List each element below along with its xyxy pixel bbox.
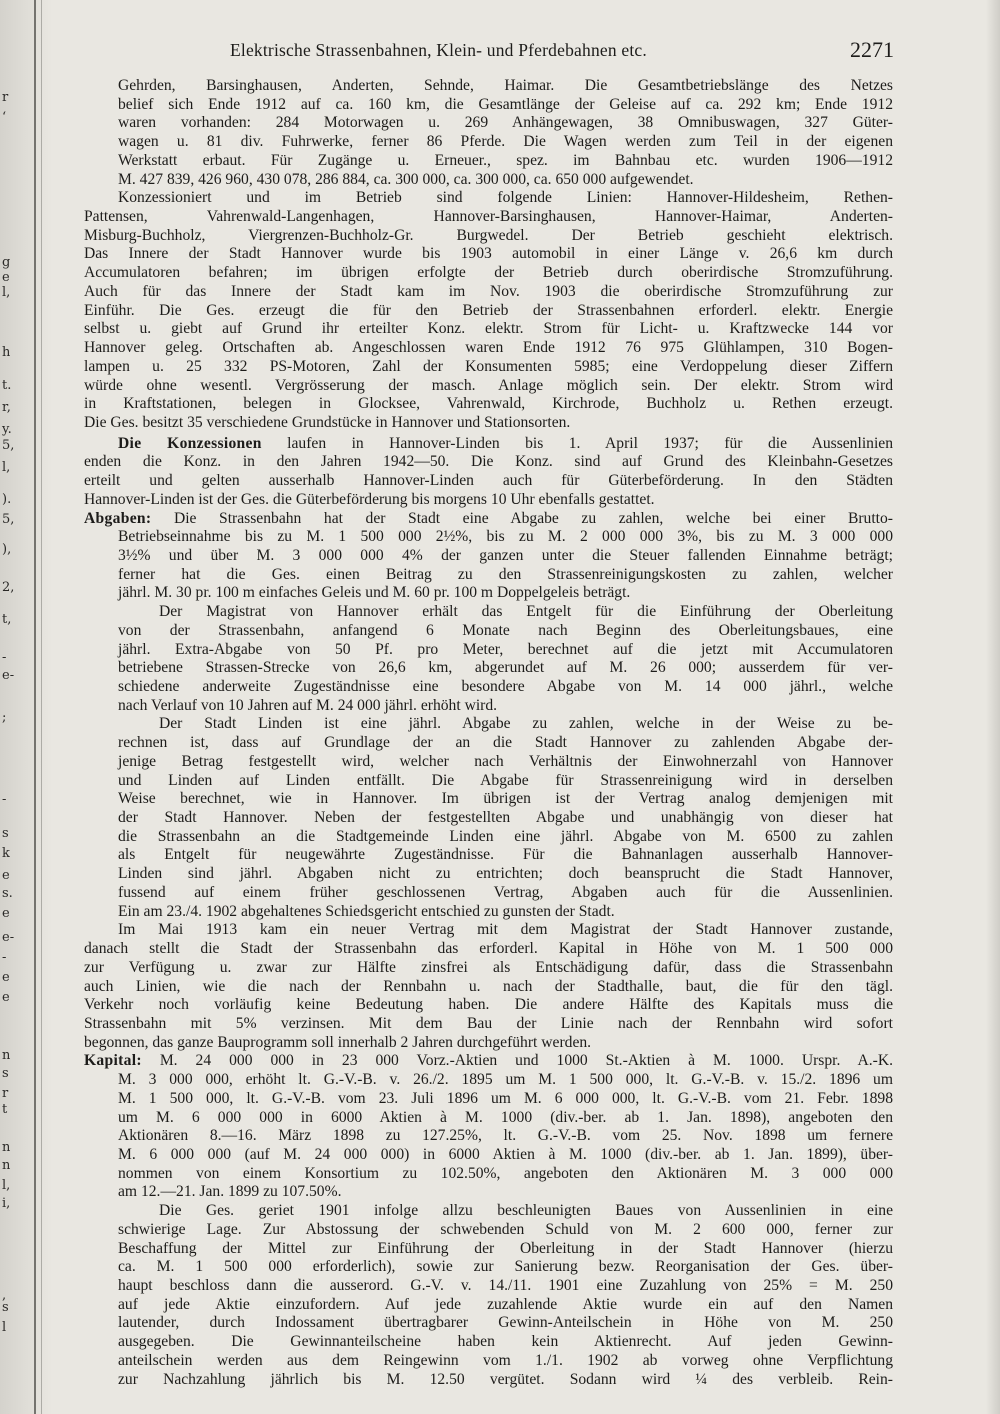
right-page-edge — [986, 0, 1000, 1414]
text-line: auch Linien, wie die nach der Rennbahn u. nach der Stadthalle, baut, die für den tägl. — [84, 977, 893, 995]
text-line: rechnen ist, dass auf Grundlage der an die Stadt Hannover zu zahlenden Abgabe der- — [118, 734, 893, 752]
text-line: 3½% und über M. 3 000 000 4% der ganzen unter die Steuer fallenden Einnahme beträgt; — [118, 546, 893, 564]
text-line: waren vorhanden: 284 Motorwagen u. 269 Anhängewagen, 38 Omnibuswagen, 327 Güter- — [118, 114, 893, 132]
text-line: nach Verlauf von 10 Jahren auf M. 24 000 jährl. erhöht wird. — [118, 696, 498, 714]
text-line: als Entgelt für neugewährte Zugeständnisse. Für die Bahnanlagen ausserhalb Hannover- — [118, 846, 893, 864]
margin-fragment: r, — [2, 400, 11, 415]
text-line: haupt beschloss dann die ausserord. G.-V. v. 14./11. 1901 eine Zuzahlung von 25% = M. 250 — [118, 1277, 893, 1294]
text-line: auf jede Aktie einzufordern. Auf jede zuzahlende Aktie wurde ein auf den Namen — [118, 1295, 893, 1313]
text-line: die Strassenbahn an die Stadtgemeinde Linden eine jährl. Abgabe von M. 6500 zu zahlen — [118, 827, 893, 845]
margin-fragment: l — [2, 1320, 7, 1335]
text-line: Beschaffung der Mittel zur Einführung der Oberleitung in der Stadt Hannover (hierzu — [118, 1239, 893, 1257]
text-line: nommen von einem Konsortium zu 102.50%, angeboten den Aktionären M. 3 000 000 — [118, 1164, 893, 1182]
margin-fragment: s — [2, 826, 9, 841]
text-line: ausgegeben. Die Gewinnanteilscheine haben kein Aktienrecht. Auf jeden Gewinn- — [118, 1333, 893, 1351]
text-line: begonnen, das ganze Bauprogramm soll innerhalb 2 Jahren durchgeführt werden. — [84, 1033, 592, 1051]
text-line: Weise berechnet, wie in Hannover. Im übrigen ist der Vertrag analog demjenigen mit — [118, 790, 893, 808]
text-line: Die Ges. geriet 1901 infolge allzu beschleunigten Baues von Aussenlinien in eine — [159, 1202, 893, 1220]
text-line: zur Nachzahlung jährlich bis M. 12.50 vergütet. Sodann wird ¼ des verbleib. Rein- — [118, 1370, 893, 1388]
text-line: jenige Betrag festgestellt wird, welcher nach Verhältnis der Einwohnerzahl von Hannover — [118, 752, 893, 770]
text-line: Die Ges. besitzt 35 verschiedene Grundstücke in Hannover und Stationsorten. — [84, 413, 571, 431]
margin-fragment: n — [2, 1048, 11, 1063]
margin-fragment: k — [2, 846, 10, 861]
binding-edge-line — [34, 0, 36, 1414]
page-number: 2271 — [850, 37, 894, 62]
text-line: ferner hat die Ges. einen Beitrag zu den Strassenreinigungskosten zu zahlen, welcher — [118, 565, 893, 583]
text-line: M. 3 000 000, erhöht lt. G.-V.-B. v. 26./2. 1895 um M. 1 500 000, lt. G.-V.-B. v. 15./2. 1896 um — [118, 1071, 893, 1089]
margin-fragment: 5, — [2, 438, 15, 453]
text-line-content: laufen in Hannover-Linden bis 1. April 1937; für die Aussenlinien — [261, 434, 893, 452]
margin-fragment: t, — [2, 612, 12, 627]
margin-fragment: e- — [2, 668, 15, 683]
binding-edge-line-secondary — [41, 0, 42, 1414]
text-line: schwierige Lage. Zur Abstossung der schwebenden Schuld von M. 2 600 000, ferner zur — [118, 1220, 893, 1238]
running-header — [120, 37, 894, 62]
margin-fragment: e- — [2, 930, 15, 945]
margin-fragment: - — [2, 650, 7, 665]
margin-fragment: l, — [2, 1178, 11, 1193]
text-line: um M. 6 000 000 in 6000 Aktien à M. 1000 (div.-ber. ab 1. Jan. 1898), angeboten den — [118, 1108, 893, 1126]
text-line: zur Verfügung u. zwar zur Hälfte zinsfrei als Entschädigung dafür, dass die Strassenbahn — [84, 958, 893, 976]
text-line: Hannover-Linden ist der Ges. die Güterbeförderung bis morgens 10 Uhr ebenfalls gestattet. — [84, 490, 655, 508]
text-line: Gehrden, Barsinghausen, Anderten, Sehnde, Haimar. Die Gesamtbetriebslänge des Netzes — [118, 77, 893, 94]
margin-fragment: y. — [2, 422, 12, 437]
text-line: M. 6 000 000 (auf M. 24 000 000) in 6000 Aktien à M. 1000 (div.-ber. ab 1. Jan. 1899), über- — [118, 1145, 893, 1163]
margin-fragment: s — [2, 1066, 9, 1081]
text-line: Der Stadt Linden ist eine jährl. Abgabe zu zahlen, welche in der Weise zu be- — [159, 715, 893, 733]
text-line: Der Magistrat von Hannover erhält das Entgelt für die Einführung der Oberleitung — [159, 603, 893, 621]
text-line: von der Strassenbahn, anfangend 6 Monate nach Beginn des Oberleitungsbaues, eine — [118, 621, 893, 639]
text-line: M. 427 839, 426 960, 430 078, 286 884, ca. 300 000, ca. 300 000, ca. 650 000 aufgewendet. — [118, 170, 694, 188]
margin-fragment: s — [2, 1300, 9, 1315]
margin-fragment: i, — [2, 1196, 11, 1211]
text-line: selbst u. giebt auf Grund ihr erteilter Konz. elektr. Strom für Licht- u. Kraftzwecke 144 vor — [84, 320, 893, 338]
text-line: am 12.—21. Jan. 1899 zu 107.50%. — [118, 1183, 342, 1201]
text-line: in Kraftstationen, belegen in Glocksee, Vahrenwald, Kirchrode, Buchholz u. Rethen erzeugt. — [84, 395, 893, 413]
text-line: betriebene Strassen-Strecke von 26,6 km, abgerundet auf M. 26 000; ausserdem für ver- — [118, 659, 893, 677]
margin-fragment: e — [2, 270, 10, 285]
text-line — [84, 1052, 893, 1071]
section-heading: Kapital: — [84, 1052, 142, 1070]
text-line: danach stellt die Stadt der Strassenbahn das erforderl. Kapital in Höhe von M. 1 500 000 — [84, 940, 893, 958]
margin-fragment: l, — [2, 285, 11, 300]
body-text — [84, 77, 893, 1389]
margin-fragment: e — [2, 906, 10, 921]
margin-fragment: ‘ — [2, 110, 7, 125]
margin-fragment: 2, — [2, 580, 15, 595]
text-line: Strassenbahn mit 5% verzinsen. Mit dem Bau der Linie nach der Rennbahn wird sofort — [84, 1014, 893, 1032]
margin-fragment: h — [2, 345, 11, 360]
text-line — [84, 435, 893, 454]
text-line: schiedene anderweite Zugeständnisse eine besondere Abgabe von M. 14 000 jährl., welche — [118, 678, 893, 695]
text-line: erteilt und gelten ausserhalb Hannover-Linden auch für Güterbeförderung. In den Städten — [84, 472, 893, 490]
margin-fragment: r — [2, 1086, 9, 1101]
margin-fragment: , — [2, 1288, 7, 1303]
text-line: enden die Konz. in den Jahren 1942—50. Die Konz. sind auf Grund des Kleinbahn-Gesetzes — [84, 453, 893, 471]
text-line: anteilschein werden aus dem Reingewinn vom 1./1. 1902 ab vorweg ohne Verpflichtung — [118, 1351, 893, 1369]
text-line: Konzessioniert und im Betrieb sind folgende Linien: Hannover-Hildesheim, Rethen- — [118, 189, 893, 207]
text-line: Accumulatoren befahren; im übrigen erfolgte der Betrieb durch oberirdische Stromzuführung. — [84, 264, 893, 282]
text-line: wagen u. 81 div. Fuhrwerke, ferner 86 Pferde. Die Wagen werden zum Teil in der eigenen — [118, 133, 893, 151]
margin-fragment: - — [2, 950, 7, 965]
margin-fragment: e — [2, 990, 10, 1005]
running-header-title: Elektrische Strassenbahnen, Klein- und Pferdebahnen etc. — [230, 40, 647, 60]
text-line: Das Innere der Stadt Hannover wurde bis 1903 automobil in einer Länge v. 26,6 km durch — [84, 245, 893, 263]
text-line: M. 1 500 000, lt. G.-V.-B. vom 23. Juli 1896 um M. 6 000 000, lt. G.-V.-B. vom 21. Febr. 1898 — [118, 1089, 893, 1107]
margin-fragment: s. — [2, 886, 13, 901]
text-line: lautender, durch Indossament übertragbarer Gewinn-Anteilschein in Höhe von M. 250 — [118, 1314, 893, 1332]
text-line: Pattensen, Vahrenwald-Langenhagen, Hannover-Barsinghausen, Hannover-Haimar, Anderten- — [84, 208, 893, 226]
margin-fragment: e — [2, 970, 10, 985]
margin-fragment: n — [2, 1140, 11, 1155]
text-line: jährl. Extra-Abgabe von 50 Pf. pro Meter, berechnet auf die jetzt mit Accumulatoren — [118, 640, 893, 658]
text-line: der Stadt Hannover. Neben der festgestellten Abgabe und unabhängig von dieser hat — [118, 809, 893, 827]
text-line: Betriebseinnahme bis zu M. 1 500 000 2½%, bis zu M. 2 000 000 3%, bis zu M. 3 000 000 — [118, 528, 893, 546]
text-line: und Linden auf Linden entfällt. Die Abgabe für Strassenreinigung wird in derselben — [118, 771, 893, 789]
text-line: Verkehr noch vorläufig keine Bedeutung haben. Die andere Hälfte des Kapitals muss die — [84, 996, 893, 1014]
text-line: Misburg-Buchholz, Viergrenzen-Buchholz-Gr. Burgwedel. Der Betrieb geschieht elektrisch. — [84, 226, 893, 244]
text-line: Einführ. Die Ges. erzeugt die für den Betrieb der Strassenbahnen erforderl. elektr. Energie — [84, 301, 893, 319]
margin-fragment: - — [2, 792, 7, 807]
margin-fragment: n — [2, 1158, 11, 1173]
margin-fragment: ), — [2, 542, 12, 557]
text-line: Aktionären 8.—16. März 1898 zu 127.25%, lt. G.-V.-B. vom 25. Nov. 1898 um fernere — [118, 1127, 893, 1145]
margin-fragment: t — [2, 1102, 8, 1117]
text-line: Ein am 23./4. 1902 abgehaltenes Schiedsgericht entschied zu gunsten der Stadt. — [118, 902, 615, 920]
text-line: würde ohne wesentl. Vergrösserung der masch. Anlage möglich sein. Der elektr. Strom wird — [84, 376, 893, 394]
text-line: Im Mai 1913 kam ein neuer Vertrag mit dem Magistrat der Stadt Hannover zustande, — [118, 921, 893, 939]
text-line: Linden sind jährl. Abgaben nicht zu entrichten; doch beansprucht die Stadt Hannover, — [118, 865, 893, 883]
margin-fragment: 5, — [2, 512, 15, 527]
margin-fragment: ). — [2, 492, 12, 507]
section-heading: Abgaben: — [84, 509, 152, 527]
text-line: belief sich Ende 1912 auf ca. 160 km, die Gesamtlänge der Geleise auf ca. 292 km; Ende 1912 — [118, 95, 893, 113]
text-line: fussend auf einem früher geschlossenen Vertrag, Abgaben auch für die Aussenlinien. — [118, 883, 893, 901]
text-line: Auch für das Innere der Stadt kam im Nov. 1903 die oberirdische Stromzuführung zur — [84, 282, 893, 300]
margin-fragment: t. — [2, 378, 12, 393]
text-line: Hannover geleg. Ortschaften ab. Angeschlossen waren Ende 1912 76 975 Glühlampen, 310 Bogen- — [84, 339, 893, 357]
text-line — [84, 510, 893, 529]
margin-fragment: l, — [2, 460, 11, 475]
margin-fragment: e — [2, 868, 10, 883]
text-line-content: M. 24 000 000 in 23 000 Vorz.-Aktien und 1000 St.-Aktien à M. 1000. Urspr. A.-K. — [141, 1052, 893, 1070]
section-heading: Die Konzessionen — [118, 434, 262, 452]
text-line: Werkstatt erbaut. Für Zugänge u. Erneuer., spez. im Bahnbau etc. wurden 1906—1912 — [118, 151, 893, 169]
text-line: jährl. M. 30 pr. 100 m einfaches Geleis und M. 60 pr. 100 m Doppelgeleis beträgt. — [118, 584, 631, 602]
text-line-content: Die Strassenbahn hat der Stadt eine Abgabe zu zahlen, welche bei einer Brutto- — [151, 509, 893, 527]
margin-fragment: r — [2, 90, 9, 105]
text-line: lampen u. 25 332 PS-Motoren, Zahl der Konsumenten 5985; eine Verdoppelung dieser Ziffern — [84, 357, 893, 375]
margin-fragment: ; — [2, 710, 7, 725]
margin-fragment: g — [2, 255, 11, 270]
text-line: ca. M. 1 500 000 erforderlich), sowie zur Sanierung bezw. Reorganisation der Ges. über- — [118, 1258, 893, 1276]
